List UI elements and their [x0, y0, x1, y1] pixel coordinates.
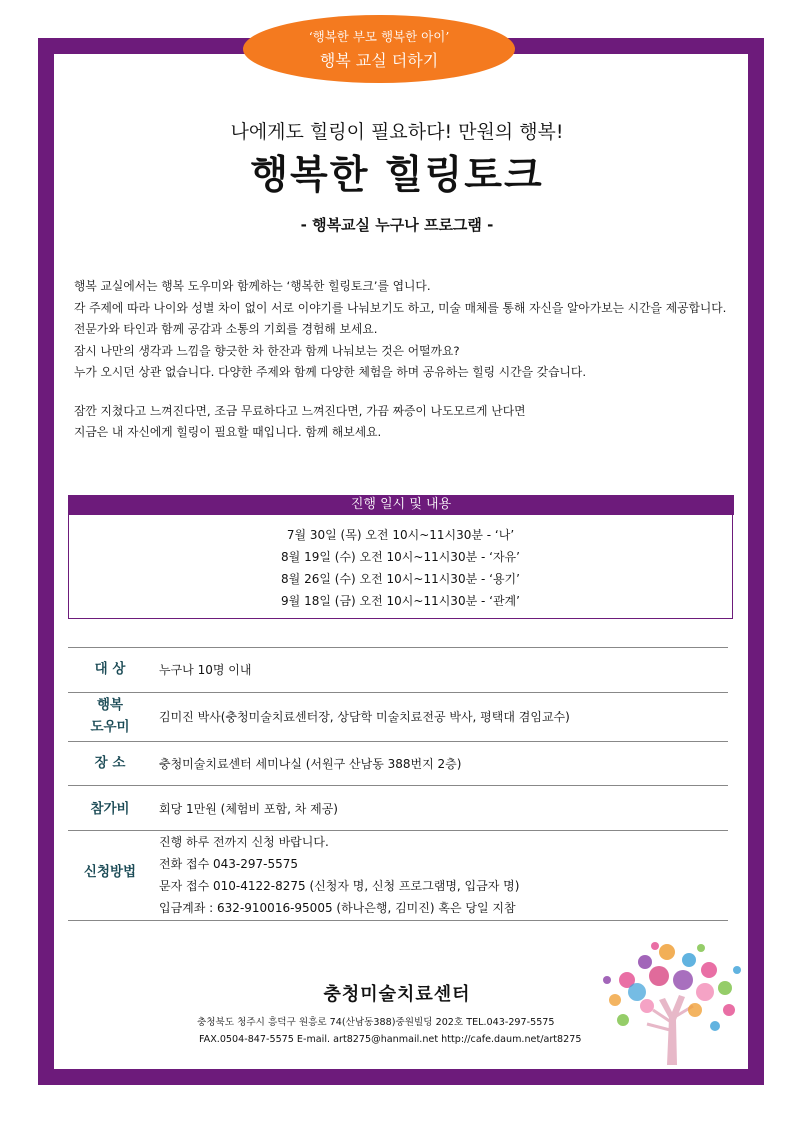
helper-label: 행복 [96, 697, 124, 713]
banner-tagline: ‘행복한 부모 행복한 아이’ [308, 29, 450, 44]
program-name: - 행복교실 누구나 프로그램 - [300, 216, 494, 234]
schedule-row: 9월 18일 (금) 오전 10시~11시30분 - ‘관계’ [281, 594, 520, 608]
table-divider [68, 830, 728, 831]
intro-paragraph: 행복 교실에서는 행복 도우미와 함께하는 ‘행복한 힐링토크’를 엽니다. [74, 279, 431, 293]
banner-title: 행복 교실 더하기 [319, 51, 439, 70]
schedule-box [68, 515, 733, 619]
intro-paragraph: 잠시 나만의 생각과 느낌을 향긋한 차 한잔과 함께 나눠보는 것은 어떨까요? [74, 343, 460, 358]
apply-line: 전화 접수 043-297-5575 [159, 857, 299, 871]
table-divider [68, 647, 728, 648]
intro-paragraph: 전문가와 타인과 함께 공감과 소통의 기회를 경험해 보세요. [74, 322, 378, 336]
center-contact: FAX.0504-847-5575 E-mail. art8275@hanmail.net http://cafe.daum.net/art8275 [199, 1034, 582, 1045]
target-value: 누구나 10명 이내 [159, 663, 252, 677]
apply-line: 진행 하루 전까지 신청 바랍니다. [159, 835, 329, 849]
tree-logo-icon [597, 940, 745, 1065]
apply-line: 입금계좌 : 632-910016-95005 (하나은행, 김미진) 혹은 당일 지참 [159, 901, 516, 915]
fee-label: 참가비 [90, 801, 130, 817]
apply-label: 신청방법 [83, 864, 137, 880]
table-divider [68, 920, 728, 921]
intro-text [74, 276, 734, 444]
place-label: 장 소 [94, 755, 126, 771]
program-banner [243, 15, 515, 83]
intro-paragraph: 각 주제에 따라 나이와 성별 차이 없이 서로 이야기를 나눠보기도 하고, 미술 매체를 통해 자신을 알아가보는 시간을 제공합니다. [74, 300, 727, 315]
table-divider [68, 785, 728, 786]
table-divider [68, 692, 728, 693]
schedule-row: 7월 30일 (목) 오전 10시~11시30분 - ‘나’ [286, 528, 515, 542]
apply-line: 문자 접수 010-4122-8275 (신청자 명, 신청 프로그램명, 입금자 명) [159, 879, 520, 893]
schedule-row: 8월 26일 (수) 오전 10시~11시30분 - ‘용기’ [281, 572, 520, 586]
intro-paragraph: 지금은 내 자신에게 힐링이 필요할 때입니다. 함께 해보세요. [74, 425, 382, 439]
helper-value: 김미진 박사(충청미술치료센터장, 상담학 미술치료전공 박사, 평택대 겸임교수) [159, 710, 570, 724]
table-divider [68, 741, 728, 742]
page-subtitle: 나에게도 힐링이 필요하다! 만원의 행복! [230, 121, 564, 143]
helper-label: 도우미 [90, 719, 130, 735]
intro-paragraph: 잠깐 지쳤다고 느껴진다면, 조금 무료하다고 느껴진다면, 가끔 짜증이 나도모르게 난다면 [74, 403, 526, 418]
page-title: 행복한 힐링토크 [250, 153, 544, 198]
center-address: 충청북도 청주시 흥덕구 원흥로 74(산남동388)중원빌딩 202호 TEL.043-297-5575 [197, 1017, 555, 1028]
intro-paragraph: 누가 오시던 상관 없습니다. 다양한 주제와 함께 다양한 체험을 하며 공유하는 힐링 시간을 갖습니다. [74, 365, 587, 379]
target-label: 대 상 [94, 661, 126, 677]
place-value: 충청미술치료센터 세미나실 (서원구 산남동 388번지 2층) [159, 757, 462, 771]
schedule-row: 8월 19일 (수) 오전 10시~11시30분 - ‘자유’ [281, 550, 520, 564]
center-name: 충청미술치료센터 [323, 984, 471, 1005]
schedule-heading: 진행 일시 및 내용 [68, 495, 734, 515]
fee-value: 회당 1만원 (체험비 포함, 차 제공) [159, 802, 338, 816]
